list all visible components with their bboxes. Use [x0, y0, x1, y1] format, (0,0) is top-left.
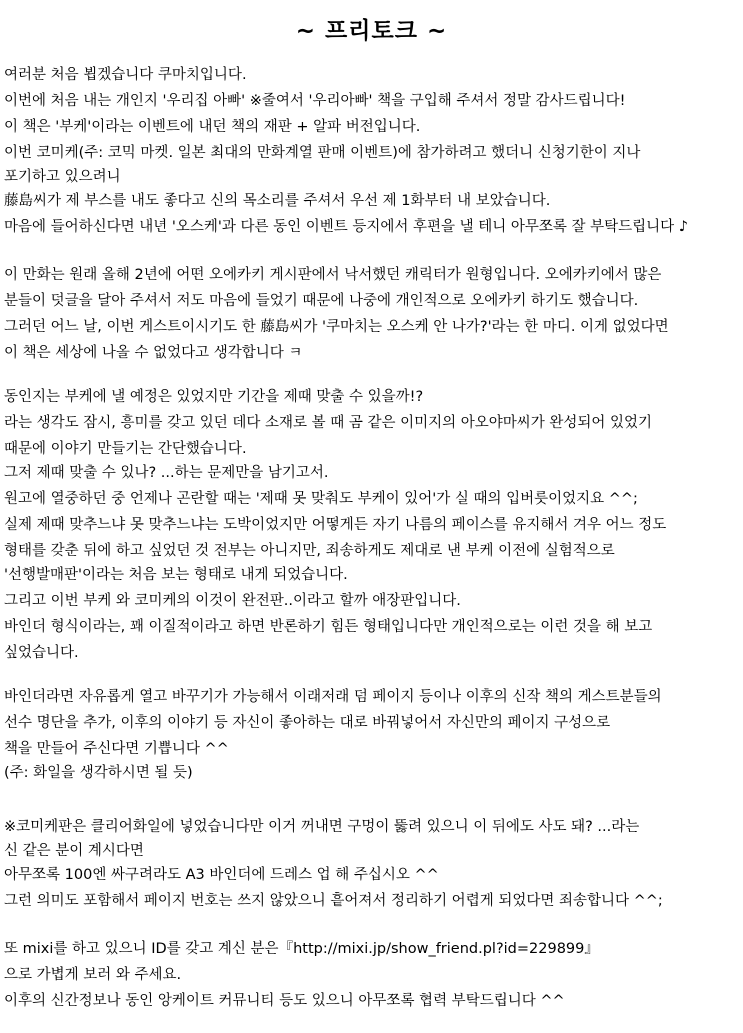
text-line: 藤島씨가 제 부스를 내도 좋다고 신의 목소리를 주셔서 우선 제 1화부터 내 보았습니다. [4, 193, 551, 209]
text-line: 라는 생각도 잠시, 흥미를 갖고 있던 데다 소재로 볼 때 곰 같은 이미지의 아오야마씨가 완성되어 있었기 [4, 415, 653, 431]
text-line: 이 책은 '부케'이라는 이벤트에 내던 책의 재판 + 알파 버전입니다. [4, 119, 421, 135]
text-line: 이 만화는 원래 올해 2년에 어떤 오에카키 게시판에서 낙서했던 캐릭터가 원형입니다. 오에카키에서 많은 [4, 267, 662, 283]
text-line: ※코미케판은 클리어화일에 넣었습니다만 이거 꺼내면 구멍이 뚫려 있으니 이 뒤에도 사도 돼? ...라는 [4, 819, 640, 835]
page-title: ~ 프리토크 ~ [295, 18, 448, 44]
text-line: 또 mixi를 하고 있으니 ID를 갖고 계신 분은『http://mixi.jp/show_friend.pl?id=229899』 [4, 941, 599, 957]
text-line: 선수 명단을 추가, 이후의 이야기 등 자신이 좋아하는 대로 바꿔넣어서 자신만의 페이지 구성으로 [4, 715, 611, 731]
text-line: 동인지는 부케에 낼 예정은 있었지만 기간을 제때 맞출 수 있을까!? [4, 389, 424, 405]
text-line: 그러던 어느 날, 이번 게스트이시기도 한 藤島씨가 '쿠마치는 오스케 안 나가?'라는 한 마디. 이게 없었다면 [4, 319, 669, 335]
text-line: 이번 코미케(주: 코믹 마켓. 일본 최대의 만화계열 판매 이벤트)에 참가하려고 했더니 신청기한이 지나 [4, 145, 641, 161]
text-line: 바인더라면 자유롭게 열고 바꾸기가 가능해서 이래저래 덤 페이지 등이나 이후의 신작 책의 게스트분들의 [4, 689, 662, 705]
text-line: 싶었습니다. [4, 645, 79, 661]
text-line: 이후의 신간정보나 동인 앙케이트 커뮤니티 등도 있으니 아무쪼록 협력 부탁드립니다 ^^ [4, 993, 565, 1009]
text-line: 그저 제때 맞출 수 있나? ...하는 문제만을 남기고서. [4, 465, 329, 481]
text-line: 때문에 이야기 만들기는 간단했습니다. [4, 441, 247, 457]
text-line: '선행발매판'이라는 처음 보는 형태로 내게 되었습니다. [4, 567, 348, 583]
text-line: 분들이 덧글을 달아 주셔서 저도 마음에 들었기 때문에 나중에 개인적으로 오에카키 하기도 했습니다. [4, 293, 639, 309]
text-line: 책을 만들어 주신다면 기쁩니다 ^^ [4, 741, 229, 757]
text-line: 이번에 처음 내는 개인지 '우리집 아빠' ※줄여서 '우리아빠' 책을 구입해 주셔서 정말 감사드립니다! [4, 93, 626, 109]
text-line: 원고에 열중하던 중 언제나 곤란할 때는 '제때 못 맞춰도 부케이 있어'가 실 때의 입버릇이었지요 ^^; [4, 491, 638, 507]
text-line: 으로 가볍게 보러 와 주세요. [4, 967, 182, 983]
text-line: 여러분 처음 뵙겠습니다 쿠마치입니다. [4, 67, 247, 83]
text-line: 포기하고 있으려니 [4, 169, 121, 185]
text-line: 바인더 형식이라는, 꽤 이질적이라고 하면 반론하기 힘든 형태입니다만 개인적으로는 이런 것을 해 보고 [4, 619, 653, 635]
text-line: 그리고 이번 부케 와 코미케의 이것이 완전판..이라고 할까 애장판입니다. [4, 593, 461, 609]
text-line: 이 책은 세상에 나올 수 없었다고 생각합니다 ㅋ [4, 345, 303, 361]
text-line: (주: 화일을 생각하시면 될 듯) [4, 765, 193, 781]
text-line: 실제 제때 맞추느냐 못 맞추느냐는 도박이었지만 어떻게든 자기 나름의 페이스를 유지해서 겨우 어느 정도 [4, 517, 667, 533]
text-line: 마음에 들어하신다면 내년 '오스케'과 다른 동인 이벤트 등지에서 후편을 낼 테니 아무쪼록 잘 부탁드립니다 ♪ [4, 219, 689, 235]
text-line: 그런 의미도 포함해서 페이지 번호는 쓰지 않았으니 흩어져서 정리하기 어렵게 되었다면 죄송합니다 ^^; [4, 893, 663, 909]
text-line: 형태를 갖춘 뒤에 하고 싶었던 것 전부는 아니지만, 죄송하게도 제대로 낸 부케 이전에 실험적으로 [4, 543, 615, 559]
text-line: 신 같은 분이 계시다면 [4, 843, 144, 859]
text-line: 아무쪼록 100엔 싸구려라도 A3 바인더에 드레스 업 해 주십시오 ^^ [4, 867, 439, 883]
